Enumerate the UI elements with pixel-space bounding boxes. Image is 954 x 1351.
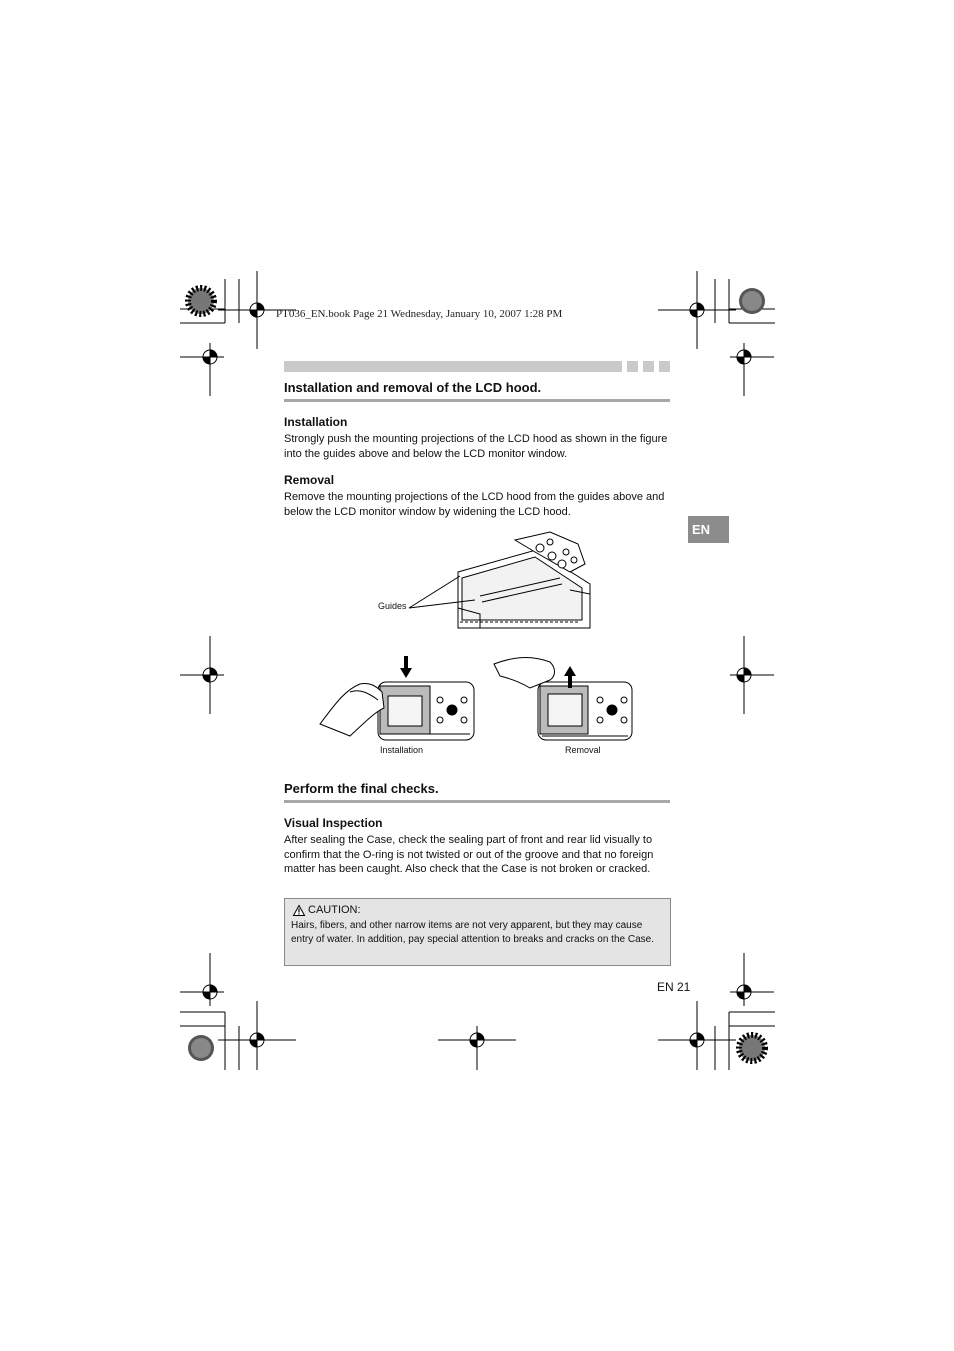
visual-inspection-heading: Visual Inspection: [284, 816, 383, 830]
caution-box: [284, 898, 671, 966]
installation-heading: Installation: [284, 415, 348, 429]
file-header: PT036_EN.book Page 21 Wednesday, January 10, 2007 1:28 PM: [276, 308, 563, 320]
section-title-final-checks: Perform the final checks.: [284, 781, 439, 796]
section-rule: [284, 800, 670, 803]
removal-heading: Removal: [284, 473, 335, 487]
removal-text: Remove the mounting projections of the LCD hood from the guides above and below the LCD monitor window by widening the LCD hood.: [284, 491, 665, 518]
removal-illustration: [490, 652, 640, 747]
caution-title-row: [293, 904, 361, 916]
section-title-lcd-hood: Installation and removal of the LCD hood.: [284, 380, 542, 395]
guides-leader-lines: [405, 570, 485, 620]
header-square: [643, 361, 654, 372]
page-number: EN 21: [657, 980, 691, 994]
removal-label: Removal: [565, 745, 601, 755]
header-bar: [284, 361, 622, 372]
caution-title: CAUTION:: [308, 904, 361, 916]
header-square: [627, 361, 638, 372]
warning-icon: [293, 905, 305, 916]
header-square: [659, 361, 670, 372]
language-tab: EN: [688, 516, 729, 543]
installation-text: Strongly push the mounting projections of the LCD hood as shown in the figure into the guides above and below the LCD monitor window.: [284, 433, 668, 460]
section-rule: [284, 399, 670, 402]
caution-text: Hairs, fibers, and other narrow items are not very apparent, but they may cause entry of water. In addition, pay special attention to breaks and cracks on the Case.: [291, 920, 654, 945]
installation-label: Installation: [380, 745, 424, 755]
guides-label: Guides: [378, 601, 407, 611]
visual-inspection-text: After sealing the Case, check the sealing part of front and rear lid visually to confirm that the O-ring is not twisted or out of the groove and that no foreign matter has been caught. Also check that the Case is not broken or cracked.: [284, 834, 654, 876]
installation-illustration: [320, 652, 480, 747]
